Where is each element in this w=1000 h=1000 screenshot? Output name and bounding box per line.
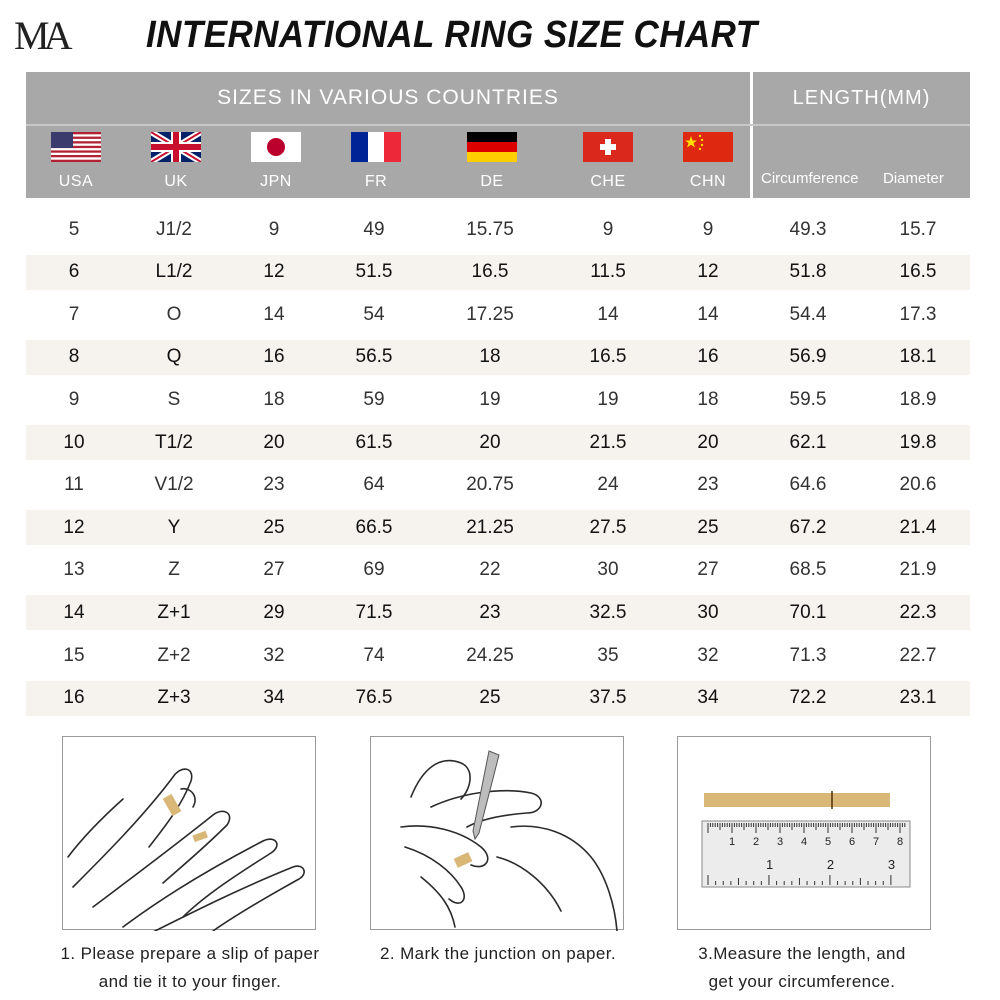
cell-che: 14 [597, 303, 619, 325]
cell-fr: 74 [363, 644, 385, 666]
cell-uk: V1/2 [154, 474, 194, 496]
cell-jpn: 14 [263, 303, 285, 325]
table-row [26, 255, 970, 290]
germany-flag-icon [467, 132, 517, 162]
cell-chn: 25 [697, 516, 719, 538]
cell-chn: 14 [697, 303, 719, 325]
table-row [26, 297, 970, 332]
ruler-cm-label: 5 [825, 836, 832, 848]
cell-jpn: 18 [263, 388, 285, 410]
brand-logo: MA [14, 13, 67, 58]
cell-diameter: 20.6 [899, 474, 937, 496]
cell-jpn: 34 [263, 687, 285, 709]
step2-illustration [370, 736, 624, 930]
step2-caption-line1: 2. Mark the junction on paper. [380, 944, 616, 963]
step3-caption-line1: 3.Measure the length, and [698, 944, 906, 963]
country-code: DE [480, 173, 504, 190]
chart-title: INTERNATIONAL RING SIZE CHART [146, 14, 758, 56]
uk-flag-icon [151, 132, 201, 162]
cell-usa: 13 [63, 559, 85, 581]
ruler-cm-label: 8 [897, 836, 904, 848]
cell-de: 15.75 [466, 218, 514, 240]
table-header [26, 72, 970, 198]
country-code: USA [58, 173, 94, 190]
cell-diameter: 17.3 [899, 303, 937, 325]
cell-che: 9 [602, 218, 614, 240]
cell-chn: 30 [697, 601, 719, 623]
cell-usa: 10 [63, 431, 85, 453]
cell-che: 37.5 [589, 687, 627, 709]
cell-uk: Z+1 [157, 601, 191, 623]
cell-che: 16.5 [589, 346, 627, 368]
cell-uk: T1/2 [154, 431, 194, 453]
cell-jpn: 12 [263, 261, 285, 283]
paper-strip [704, 793, 890, 807]
country-chn [658, 130, 758, 191]
cell-uk: O [166, 303, 182, 325]
step3-caption-line2: get your circumference. [708, 972, 896, 991]
cell-circumference: 67.2 [789, 516, 827, 538]
cell-circumference: 54.4 [789, 303, 827, 325]
cell-fr: 69 [363, 559, 385, 581]
length-header: LENGTH(MM) [792, 86, 931, 109]
step1-caption [36, 940, 344, 996]
cell-de: 20 [479, 431, 501, 453]
cell-chn: 27 [697, 559, 719, 581]
cell-uk: S [167, 388, 181, 410]
cell-usa: 16 [63, 687, 85, 709]
cell-de: 22 [479, 559, 501, 581]
cell-diameter: 21.9 [899, 559, 937, 581]
table-row [26, 468, 970, 503]
cell-diameter: 16.5 [899, 261, 937, 283]
cell-fr: 59 [363, 388, 385, 410]
cell-de: 23 [479, 601, 501, 623]
cell-chn: 23 [697, 474, 719, 496]
sizes-header: SIZES IN VARIOUS COUNTRIES [217, 86, 559, 109]
table-row [26, 510, 970, 545]
china-flag-icon [683, 132, 733, 162]
ruler-cm-label: 7 [873, 836, 880, 848]
ruler-cm-label: 3 [777, 836, 784, 848]
cell-usa: 8 [68, 346, 80, 368]
cell-che: 35 [597, 644, 619, 666]
cell-usa: 5 [68, 218, 80, 240]
cell-uk: Q [166, 346, 182, 368]
cell-circumference: 71.3 [789, 644, 827, 666]
cell-fr: 56.5 [355, 346, 393, 368]
cell-de: 24.25 [466, 644, 514, 666]
ruler-cm-label: 1 [729, 836, 736, 848]
cell-diameter: 22.7 [899, 644, 937, 666]
cell-usa: 11 [64, 474, 84, 496]
cell-fr: 61.5 [355, 431, 393, 453]
country-che [558, 130, 658, 191]
country-code: JPN [260, 173, 292, 190]
diameter-header: Diameter [883, 170, 944, 187]
cell-fr: 54 [363, 303, 385, 325]
step2-caption [350, 940, 646, 968]
cell-chn: 20 [697, 431, 719, 453]
cell-che: 32.5 [589, 601, 627, 623]
cell-fr: 71.5 [355, 601, 393, 623]
cell-jpn: 32 [263, 644, 285, 666]
step1-caption-line1: 1. Please prepare a slip of paper [60, 944, 320, 963]
country-usa [26, 130, 126, 191]
cell-circumference: 56.9 [789, 346, 827, 368]
step1-caption-line2: and tie it to your finger. [98, 972, 282, 991]
cell-uk: Z+3 [157, 687, 191, 709]
cell-chn: 32 [697, 644, 719, 666]
japan-flag-icon [251, 132, 301, 162]
country-fr [326, 130, 426, 191]
country-code: FR [364, 173, 388, 190]
switzerland-flag-icon [583, 132, 633, 162]
cell-de: 17.25 [466, 303, 514, 325]
cell-jpn: 16 [263, 346, 285, 368]
cell-jpn: 25 [263, 516, 285, 538]
step3-illustration [677, 736, 931, 930]
ruler [702, 821, 910, 887]
cell-diameter: 18.9 [899, 388, 937, 410]
cell-che: 27.5 [589, 516, 627, 538]
cell-che: 30 [597, 559, 619, 581]
ruler-cm-label: 4 [801, 836, 808, 848]
country-code: CHN [689, 173, 727, 190]
cell-usa: 9 [68, 388, 80, 410]
table-row [26, 681, 970, 716]
cell-uk: Y [167, 516, 181, 538]
cell-circumference: 59.5 [789, 388, 827, 410]
cell-circumference: 72.2 [789, 687, 827, 709]
circumference-header: Circumference [761, 170, 859, 187]
ruler-inch-label: 3 [887, 857, 896, 872]
table-row [26, 340, 970, 375]
ruler-inch-label: 1 [765, 857, 774, 872]
table-row [26, 425, 970, 460]
cell-usa: 6 [68, 261, 80, 283]
cell-fr: 51.5 [355, 261, 393, 283]
cell-che: 19 [597, 388, 619, 410]
cell-chn: 9 [702, 218, 714, 240]
cell-fr: 64 [363, 474, 385, 496]
cell-che: 11.5 [590, 261, 626, 283]
cell-chn: 16 [697, 346, 719, 368]
table-row [26, 382, 970, 417]
cell-fr: 49 [363, 218, 385, 240]
table-row [26, 553, 970, 588]
cell-diameter: 18.1 [899, 346, 937, 368]
cell-chn: 18 [697, 388, 719, 410]
cell-usa: 12 [63, 516, 85, 538]
country-code: UK [164, 173, 188, 190]
cell-uk: J1/2 [156, 218, 192, 240]
cell-circumference: 70.1 [789, 601, 827, 623]
cell-chn: 12 [697, 261, 719, 283]
cell-de: 21.25 [466, 516, 514, 538]
step1-illustration [62, 736, 316, 930]
country-jpn [226, 130, 326, 191]
ruler-measure-icon [678, 737, 932, 931]
france-flag-icon [351, 132, 401, 162]
cell-diameter: 22.3 [899, 601, 937, 623]
cell-jpn: 23 [263, 474, 285, 496]
table-row [26, 638, 970, 673]
cell-diameter: 21.4 [899, 516, 937, 538]
country-uk [126, 130, 226, 191]
cell-che: 24 [597, 474, 619, 496]
cell-fr: 66.5 [355, 516, 393, 538]
cell-usa: 14 [63, 601, 85, 623]
cell-che: 21.5 [589, 431, 627, 453]
step3-caption [664, 940, 940, 996]
cell-jpn: 27 [263, 559, 285, 581]
cell-de: 25 [479, 687, 501, 709]
cell-circumference: 64.6 [789, 474, 827, 496]
cell-circumference: 49.3 [789, 218, 827, 240]
country-code: CHE [590, 173, 626, 190]
cell-circumference: 68.5 [789, 559, 827, 581]
cell-diameter: 23.1 [899, 687, 937, 709]
table-row [26, 595, 970, 630]
cell-de: 20.75 [466, 474, 514, 496]
cell-jpn: 20 [263, 431, 285, 453]
cell-chn: 34 [697, 687, 719, 709]
cell-jpn: 29 [263, 601, 285, 623]
header-divider [26, 124, 970, 126]
hand-marking-pen-icon [371, 737, 625, 931]
cell-uk: Z [168, 559, 180, 581]
cell-diameter: 19.8 [899, 431, 937, 453]
cell-de: 16.5 [471, 261, 509, 283]
cell-uk: Z+2 [157, 644, 191, 666]
ruler-inch-label: 2 [826, 857, 835, 872]
cell-uk: L1/2 [155, 261, 193, 283]
ruler-cm-label: 6 [849, 836, 856, 848]
cell-usa: 15 [63, 644, 85, 666]
cell-diameter: 15.7 [899, 218, 937, 240]
cell-fr: 76.5 [355, 687, 393, 709]
ruler-cm-label: 2 [753, 836, 760, 848]
cell-de: 18 [479, 346, 501, 368]
hand-tied-paper-icon [63, 737, 317, 931]
cell-circumference: 51.8 [789, 261, 827, 283]
table-row [26, 212, 970, 247]
cell-de: 19 [479, 388, 501, 410]
cell-usa: 7 [68, 303, 80, 325]
us-flag-icon [51, 132, 101, 162]
cell-jpn: 9 [268, 218, 280, 240]
country-de [442, 130, 542, 191]
cell-circumference: 62.1 [789, 431, 827, 453]
